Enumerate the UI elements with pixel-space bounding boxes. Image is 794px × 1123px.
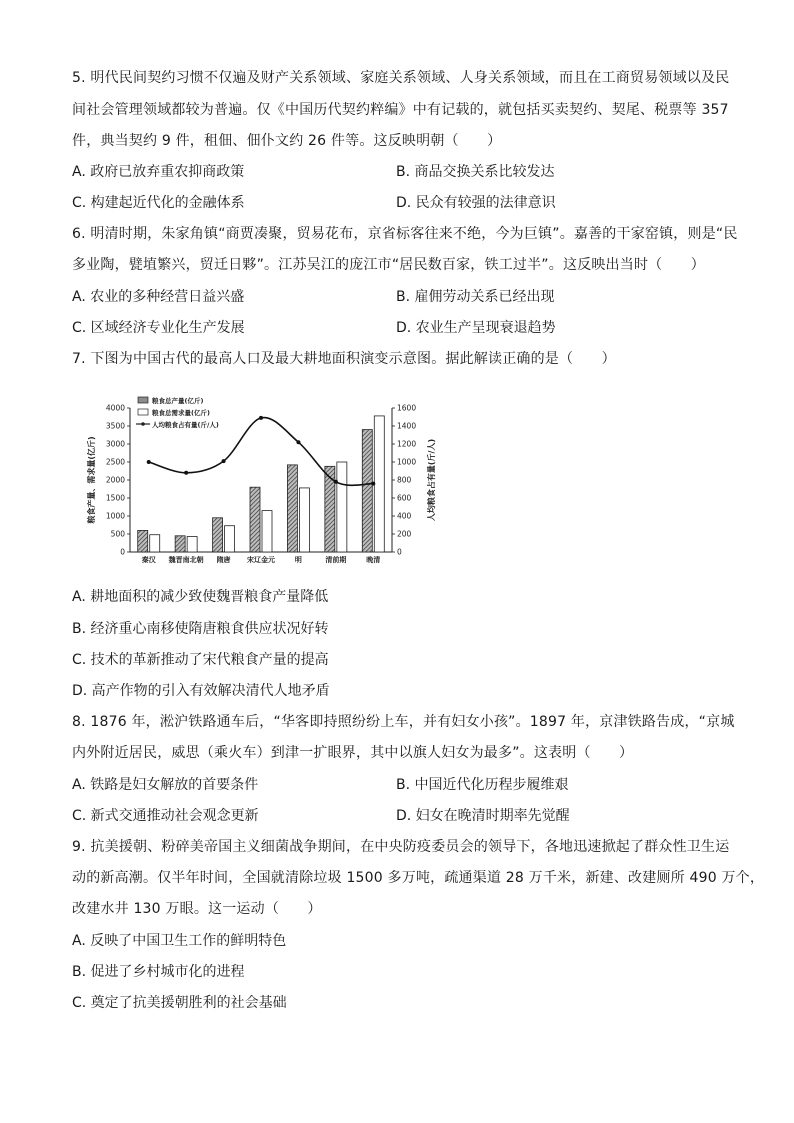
x-tick-label: 晚清 [366,556,381,564]
legend-label-demand: 粮食总需求量(亿斤) [152,409,210,417]
x-tick-label: 宋辽金元 [247,556,275,564]
point-per-capita [184,471,188,475]
y2-tick-label: 1400 [397,421,417,431]
question-9-option-b[interactable]: B. 促进了乡村城市化的进程 [72,964,245,980]
question-9-stem-line-3: 改建水井 130 万眼。这一运动（ ） [72,901,322,917]
question-5-option-c[interactable]: C. 构建起近代化的金融体系 [72,195,245,211]
y2-tick-label: 0 [397,547,402,557]
y-tick-label: 500 [110,529,125,539]
point-per-capita [259,416,263,420]
y-tick-label: 4000 [105,403,125,413]
y2-tick-label: 1200 [397,439,417,449]
legend-swatch-production [138,397,148,403]
y2-tick-label: 800 [397,475,412,485]
question-9-option-c[interactable]: C. 奠定了抗美援朝胜利的社会基础 [72,995,287,1011]
question-5-stem-line-1: 5. 明代民间契约习惯不仅遍及财产关系领域、家庭关系领域、人身关系领域，而且在工商贸易领域以及民 [72,70,730,86]
question-8-option-d[interactable]: D. 妇女在晚清时期率先觉醒 [396,808,570,824]
y-tick-label: 2000 [105,475,125,485]
question-5-option-d[interactable]: D. 民众有较强的法律意识 [396,195,556,211]
y2-tick-label: 1000 [397,457,417,467]
question-5-option-b[interactable]: B. 商品交换关系比较发达 [396,164,555,180]
bar-production [362,430,372,552]
legend-label-production: 粮食总产量(亿斤) [152,397,204,405]
question-7-option-a[interactable]: A. 耕地面积的减少致使魏晋粮食产量降低 [72,589,329,605]
question-7-option-d[interactable]: D. 高产作物的引入有效解决清代人地矛盾 [72,683,330,699]
bar-production [213,518,223,552]
bar-demand [225,526,235,552]
y-tick-label: 2500 [105,457,125,467]
y2-tick-label: 400 [397,511,412,521]
question-7-stem-line-1: 7. 下图为中国古代的最高人口及最大耕地面积演变示意图。据此解读正确的是（ ） [72,351,616,367]
question-6-option-c[interactable]: C. 区域经济专业化生产发展 [72,320,245,336]
bar-production [138,530,148,552]
question-6-stem-line-2: 多业陶，甓埴繁兴，贸迁日夥”。江苏吴江的庞江市“居民数百家，铁工过半”。这反映出当时（ ） [72,257,705,273]
y2-tick-label: 200 [397,529,412,539]
x-tick-label: 魏晋南北朝 [168,556,204,564]
bar-production [287,465,297,552]
question-5-stem-line-3: 件，典当契约 9 件，租佃、佃仆文约 26 件等。这反映明朝（ ） [72,133,502,149]
x-tick-label: 清前期 [325,556,347,564]
point-per-capita [334,480,338,484]
question-7-option-b[interactable]: B. 经济重心南移使隋唐粮食供应状况好转 [72,621,329,637]
y-tick-label: 1500 [105,493,125,503]
question-8-option-a[interactable]: A. 铁路是妇女解放的首要条件 [72,777,259,793]
y2-tick-label: 1600 [397,403,417,413]
question-5-option-a[interactable]: A. 政府已放弃重农抑商政策 [72,164,245,180]
y2-tick-label: 600 [397,493,412,503]
question-5-stem-line-2: 间社会管理领域都较为普遍。仅《中国历代契约粹编》中有记载的，就包括买卖契约、契尾、税票等 357 [72,102,729,118]
question-8-stem-line-1: 8. 1876 年，淞沪铁路通车后，“华客即持照纷纷上车，并有妇女小孩”。1897 年，京津铁路告成，“京城 [72,714,735,730]
question-6-stem-line-1: 6. 明清时期，朱家角镇“商贾凑聚，贸易花布，京省标客往来不绝，今为巨镇”。嘉善的干家窑镇，则是“民 [72,226,738,242]
legend-marker-per-capita [141,422,145,426]
question-9-option-a[interactable]: A. 反映了中国卫生工作的鲜明特色 [72,933,287,949]
y-tick-label: 0 [120,547,125,557]
question-6-option-b[interactable]: B. 雇佣劳动关系已经出现 [396,289,555,305]
legend-label-per-capita: 人均粮食占有量(斤/人) [152,421,219,429]
bar-demand [299,488,309,552]
bar-demand [187,537,197,552]
bar-production [175,536,185,552]
bar-demand [337,462,347,552]
y2-axis-title: 人均粮食占有量(斤/人) [427,438,436,522]
x-tick-label: 隋唐 [216,556,231,564]
y-tick-label: 1000 [105,511,125,521]
point-per-capita [296,440,300,444]
question-7-option-c[interactable]: C. 技术的革新推动了宋代粮食产量的提高 [72,652,329,668]
bar-demand [150,535,160,552]
point-per-capita [371,482,375,486]
bar-production [250,487,260,552]
question-6-option-a[interactable]: A. 农业的多种经营日益兴盛 [72,289,245,305]
x-tick-label: 明 [294,556,302,564]
question-8-stem-line-2: 内外附近居民，威思（乘火车）到津一扩眼界，其中以旗人妇女为最多”。这表明（ ） [72,745,634,761]
point-per-capita [222,459,226,463]
bar-demand [374,416,384,552]
grain-chart [86,394,436,566]
question-9-stem-line-2: 动的新高潮。仅半年时间，全国就清除垃圾 1500 多万吨，疏通渠道 28 万千米，新建、改建厕所 490 万个， [72,870,765,886]
y-tick-label: 3000 [105,439,125,449]
question-9-stem-line-1: 9. 抗美援朝、粉碎美帝国主义细菌战争期间，在中央防疫委员会的领导下，各地迅速掀起了群众性卫生运 [72,839,730,855]
legend-swatch-demand [138,409,148,415]
x-tick-label: 秦汉 [141,556,156,564]
legend [136,396,219,429]
y-axis-title: 粮食产量、需求量(亿斤) [87,436,96,524]
question-8-option-b[interactable]: B. 中国近代化历程步履维艰 [396,777,569,793]
bar-demand [262,511,272,552]
question-8-option-c[interactable]: C. 新式交通推动社会观念更新 [72,808,259,824]
point-per-capita [147,460,151,464]
question-6-option-d[interactable]: D. 农业生产呈现衰退趋势 [396,320,556,336]
y-tick-label: 3500 [105,421,125,431]
